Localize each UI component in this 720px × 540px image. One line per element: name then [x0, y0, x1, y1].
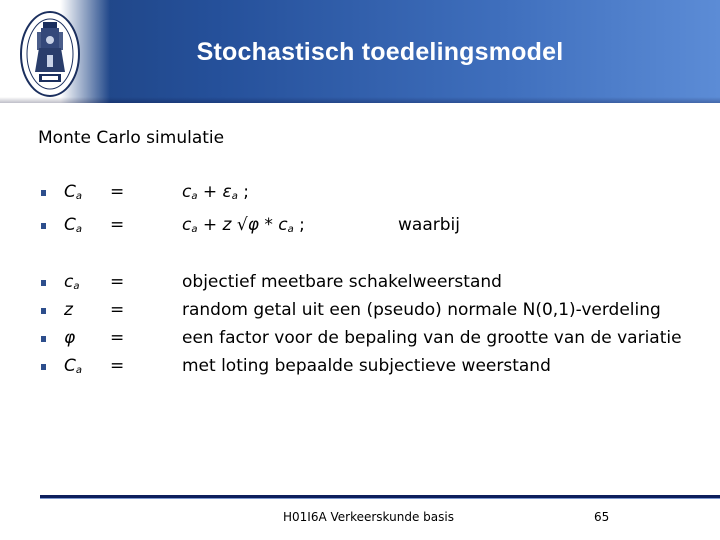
- variable-symbol: $C_a$: [64, 215, 83, 235]
- section-subtitle: Monte Carlo simulatie: [38, 128, 225, 148]
- bullet-icon: [41, 364, 46, 370]
- equals-sign: =: [110, 215, 125, 235]
- equals-sign: =: [110, 300, 125, 320]
- bullet-icon: [41, 308, 46, 314]
- variable-symbol: $C_a$: [64, 182, 83, 202]
- bullet-icon: [41, 190, 46, 196]
- definition-text: objectief meetbare schakelweerstand: [182, 272, 502, 292]
- university-seal-logo: [19, 10, 81, 98]
- equals-sign: =: [110, 272, 125, 292]
- slide-title: Stochastisch toedelingsmodel: [196, 38, 564, 66]
- variable-symbol: $C_a$: [64, 356, 83, 376]
- variable-symbol: z: [64, 300, 73, 320]
- variable-symbol: $c_a$: [64, 272, 80, 292]
- formula-expression: $c_a + \varepsilon_a$ ;: [182, 182, 250, 202]
- bullet-icon: [41, 280, 46, 286]
- definition-text: een factor voor de bepaling van de grootte van de variatie: [182, 328, 682, 348]
- equals-sign: =: [110, 356, 125, 376]
- formula-expression: $c_a + z$ $√\varphi * c_a$ ;: [182, 215, 305, 235]
- bullet-icon: [41, 223, 46, 229]
- bullet-icon: [41, 336, 46, 342]
- definition-text: met loting bepaalde subjectieve weerstand: [182, 356, 551, 376]
- footer-divider: [40, 495, 720, 498]
- equals-sign: =: [110, 328, 125, 348]
- waarbij-label: waarbij: [398, 215, 460, 235]
- equals-sign: =: [110, 182, 125, 202]
- definition-text: random getal uit een (pseudo) normale N(0,1)-verdeling: [182, 300, 661, 320]
- page-number: 65: [594, 510, 610, 524]
- footer-course-label: H01I6A Verkeerskunde basis: [283, 510, 454, 524]
- variable-symbol: φ: [64, 328, 76, 348]
